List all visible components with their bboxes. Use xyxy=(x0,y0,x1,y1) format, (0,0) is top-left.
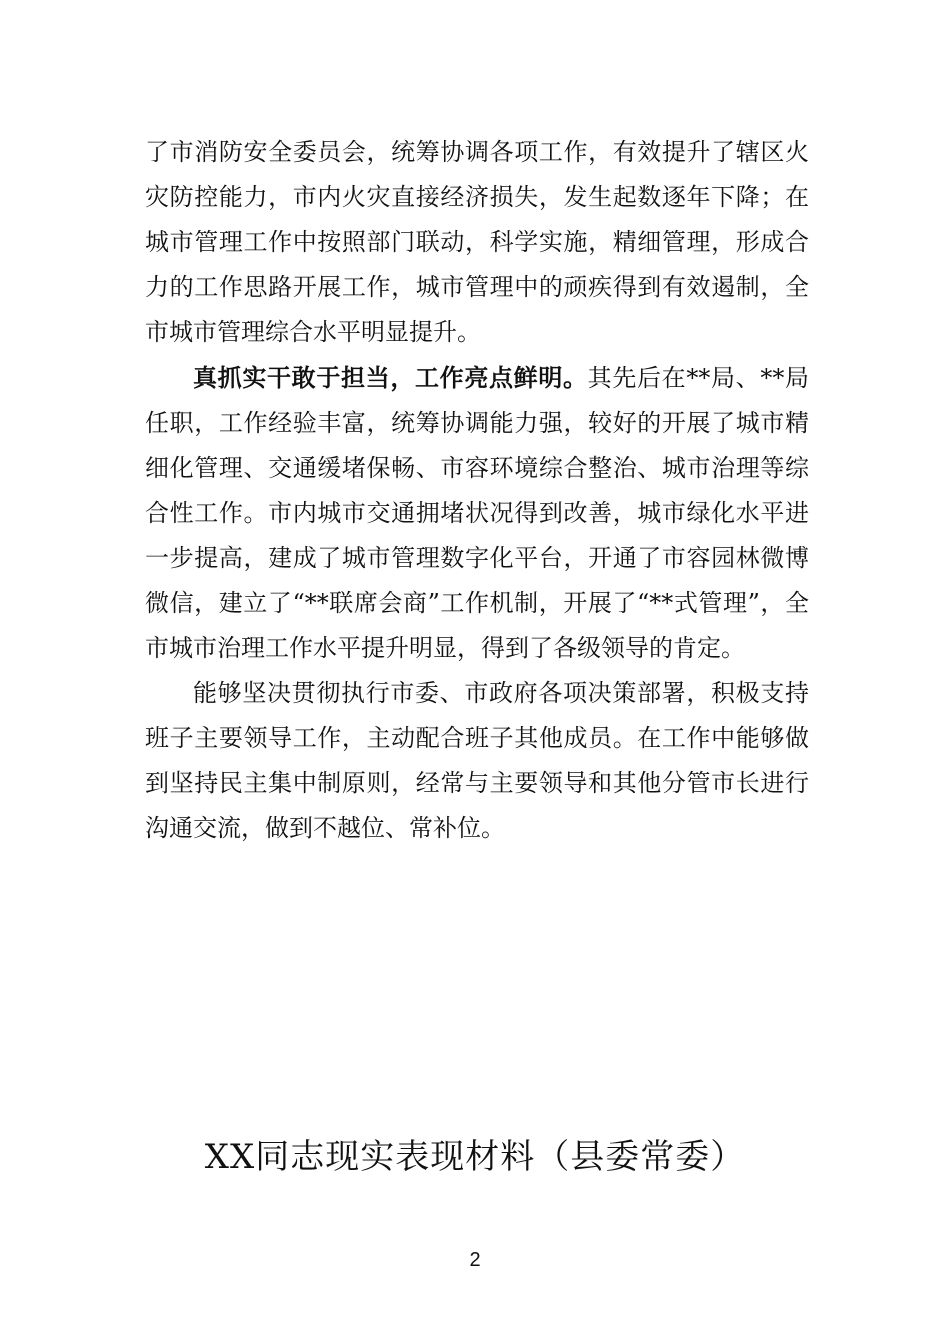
section-heading: XX同志现实表现材料（县委常委） xyxy=(204,1137,746,1177)
paragraph-cooperation: 能够坚决贯彻执行市委、市政府各项决策部署，积极支持班子主要领导工作，主动配合班子其他成员。在工作中能够做到坚持民主集中制原则，经常与主要领导和其他分管市长进行沟通交流，做到不越位、常补位。 xyxy=(145,679,809,842)
paragraph-lead-bold: 真抓实干敢于担当，工作亮点鲜明。 xyxy=(193,363,588,392)
page-number: 2 xyxy=(469,1249,481,1271)
paragraph-highlights xyxy=(145,355,809,671)
body-text xyxy=(145,130,809,851)
paragraph-highlights-body: 其先后在**局、**局任职，工作经验丰富，统筹协调能力强，较好的开展了城市精细化管理、交通缓堵保畅、市容环境综合整治、城市治理等综合性工作。市内城市交通拥堵状况得到改善，城市绿化水平进一步提高，建成了城市管理数字化平台，开通了市容园林微博微信，建立了“**联席会商”工作机制，开展了“**式管理”，全市城市治理工作水平提升明显，得到了各级领导的肯定。 xyxy=(145,364,810,662)
paragraph-continuation: 了市消防安全委员会，统筹协调各项工作，有效提升了辖区火灾防控能力，市内火灾直接经济损失，发生起数逐年下降；在城市管理工作中按照部门联动，科学实施，精细管理，形成合力的工作思路开展工作，城市管理中的顽疾得到有效遏制，全市城市管理综合水平明显提升。 xyxy=(145,138,809,346)
